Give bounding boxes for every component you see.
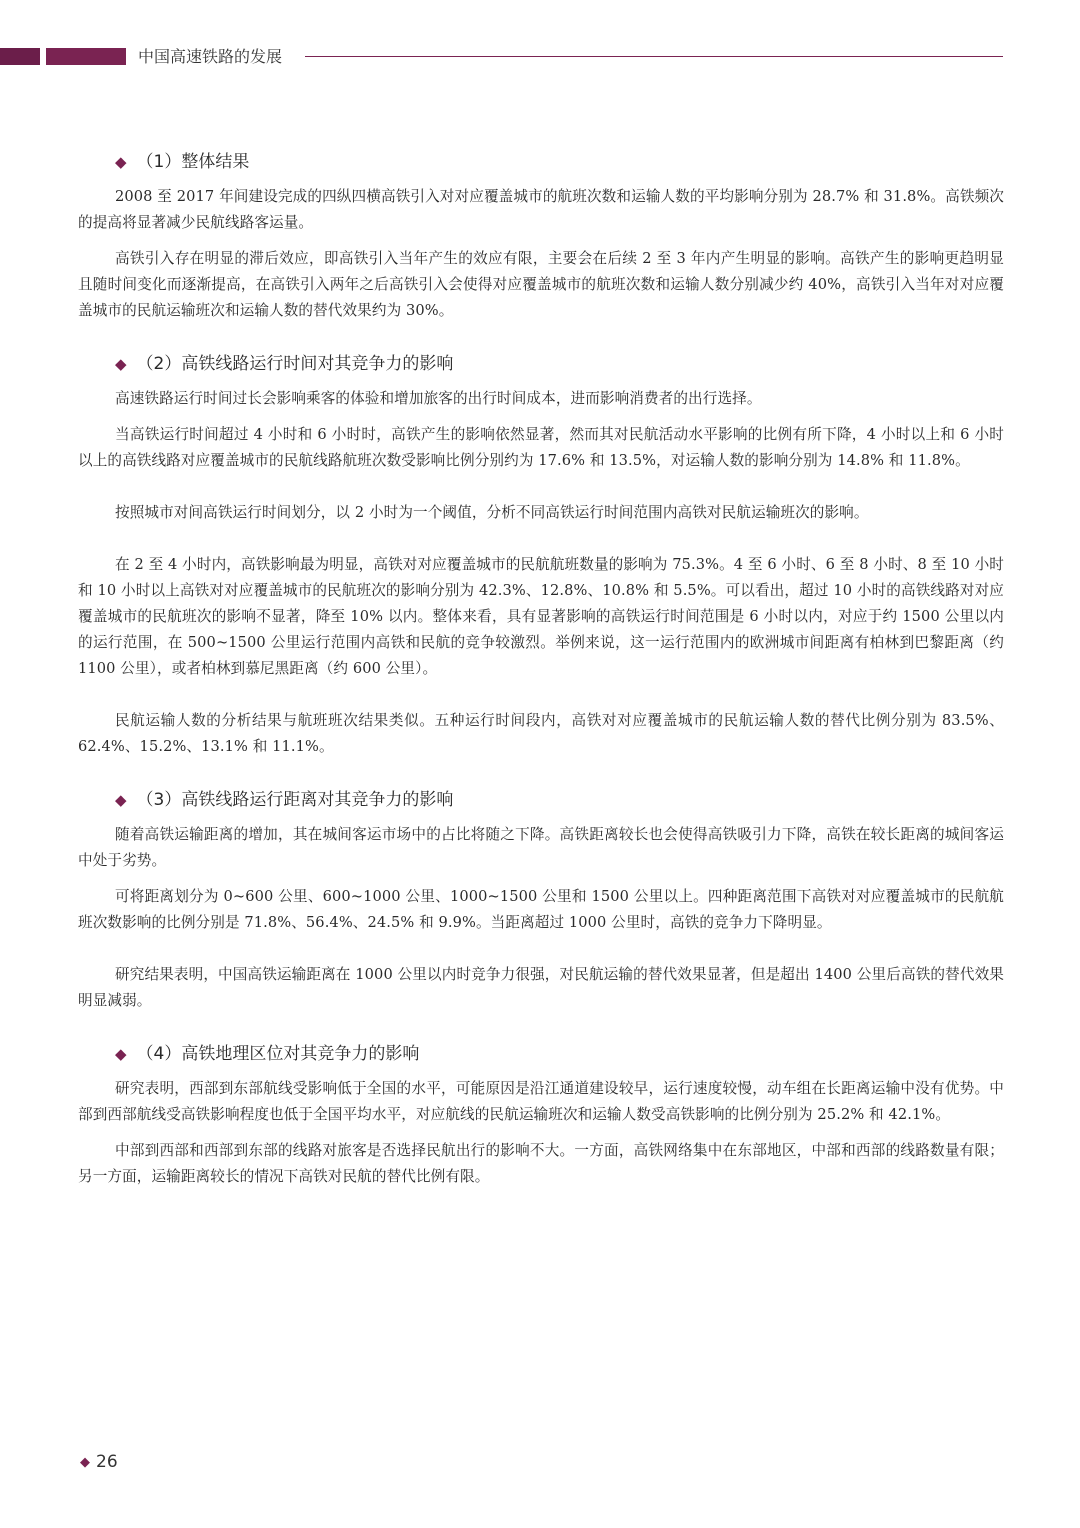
page-number: 26 [96, 1452, 118, 1472]
diamond-bullet-icon: ◆ [115, 153, 127, 171]
header-accent-block-left [0, 48, 40, 65]
section-heading-text: （1）整体结果 [136, 152, 250, 172]
diamond-bullet-icon: ◆ [115, 791, 127, 809]
paragraph: 按照城市对间高铁运行时间划分，以 2 小时为一个阈值，分析不同高铁运行时间范围内高铁对民航运输班次的影响。 [115, 504, 869, 521]
paragraph: 民航运输人数的分析结果与航班班次结果类似。五种运行时间段内，高铁对对应覆盖城市的民航运输人数的替代比例分别为 83.5%、62.4%、15.2%、13.1% 和 11.1%。 [78, 712, 1004, 755]
paragraph: 高铁引入存在明显的滞后效应，即高铁引入当年产生的效应有限，主要会在后续 2 至 3 年内产生明显的影响。高铁产生的影响更趋明显且随时间变化而逐渐提高，在高铁引入两年之后高铁引入会使得对应覆盖城市的航班次数和运输人数分别减少约 40%，高铁引入当年对对应覆盖城市的民航运输班次和运输人数的替代效果约为 30%。 [78, 250, 1004, 319]
section-heading-text: （4）高铁地理区位对其竞争力的影响 [136, 1044, 420, 1064]
section-heading-2 [115, 350, 1004, 378]
diamond-bullet-icon: ◆ [115, 355, 127, 373]
paragraph: 在 2 至 4 小时内，高铁影响最为明显，高铁对对应覆盖城市的民航航班数量的影响为 75.3%。4 至 6 小时、6 至 8 小时、8 至 10 小时和 10 小时以上高铁对对应覆盖城市的民航班次的影响分别为 42.3%、12.8%、10.8% 和 5.5%。可以看出，超过 10 小时的高铁线路对对应覆盖城市的民航班次的影响不显著，降至 10% 以内。整体来看，具有显著影响的高铁运行时间范围是 6 小时以内，对应于约 1500 公里以内的运行范围，在 500~1500 公里运行范围内高铁和民航的竞争较激烈。举例来说，这一运行范围内的欧洲城市间距离有柏林到巴黎距离（约 1100 公里），或者柏林到慕尼黑距离（约 600 公里）。 [78, 556, 1004, 677]
page-footer [80, 1452, 118, 1472]
section-heading-text: （3）高铁线路运行距离对其竞争力的影响 [136, 790, 454, 810]
section-heading-3 [115, 786, 1004, 814]
paragraph: 研究表明，西部到东部航线受影响低于全国的水平，可能原因是沿江通道建设较早，运行速度较慢，动车组在长距离运输中没有优势。中部到西部航线受高铁影响程度也低于全国平均水平，对应航线的民航运输班次和运输人数受高铁影响的比例分别为 25.2% 和 42.1%。 [78, 1080, 1004, 1123]
section-heading-text: （2）高铁线路运行时间对其竞争力的影响 [136, 354, 454, 374]
section-heading-1 [115, 148, 1004, 176]
paragraph: 高速铁路运行时间过长会影响乘客的体验和增加旅客的出行时间成本，进而影响消费者的出行选择。 [115, 390, 762, 407]
section-heading-4 [115, 1040, 1004, 1068]
paragraph: 2008 至 2017 年间建设完成的四纵四横高铁引入对对应覆盖城市的航班次数和运输人数的平均影响分别为 28.7% 和 31.8%。高铁频次的提高将显著减少民航线路客运量。 [78, 188, 1004, 231]
paragraph: 当高铁运行时间超过 4 小时和 6 小时时，高铁产生的影响依然显著，然而其对民航活动水平影响的比例有所下降，4 小时以上和 6 小时以上的高铁线路对应覆盖城市的民航线路航班次数受影响比例分别约为 17.6% 和 13.5%，对运输人数的影响分别为 14.8% 和 11.8%。 [78, 426, 1004, 469]
paragraph: 研究结果表明，中国高铁运输距离在 1000 公里以内时竞争力很强，对民航运输的替代效果显著，但是超出 1400 公里后高铁的替代效果明显减弱。 [78, 966, 1004, 1009]
diamond-bullet-icon: ◆ [80, 1454, 90, 1470]
diamond-bullet-icon: ◆ [115, 1045, 127, 1063]
paragraph: 中部到西部和西部到东部的线路对旅客是否选择民航出行的影响不大。一方面，高铁网络集中在东部地区，中部和西部的线路数量有限；另一方面，运输距离较长的情况下高铁对民航的替代比例有限。 [78, 1142, 1004, 1185]
running-header-title: 中国高速铁路的发展 [138, 47, 283, 66]
header-rule [305, 56, 1003, 57]
header-accent-block-right [46, 48, 126, 65]
page-body [78, 148, 1004, 1216]
paragraph: 随着高铁运输距离的增加，其在城间客运市场中的占比将随之下降。高铁距离较长也会使得高铁吸引力下降，高铁在较长距离的城间客运中处于劣势。 [78, 826, 1004, 869]
paragraph: 可将距离划分为 0~600 公里、600~1000 公里、1000~1500 公里和 1500 公里以上。四种距离范围下高铁对对应覆盖城市的民航航班次数影响的比例分别是 71.8%、56.4%、24.5% 和 9.9%。当距离超过 1000 公里时，高铁的竞争力下降明显。 [78, 888, 1004, 931]
